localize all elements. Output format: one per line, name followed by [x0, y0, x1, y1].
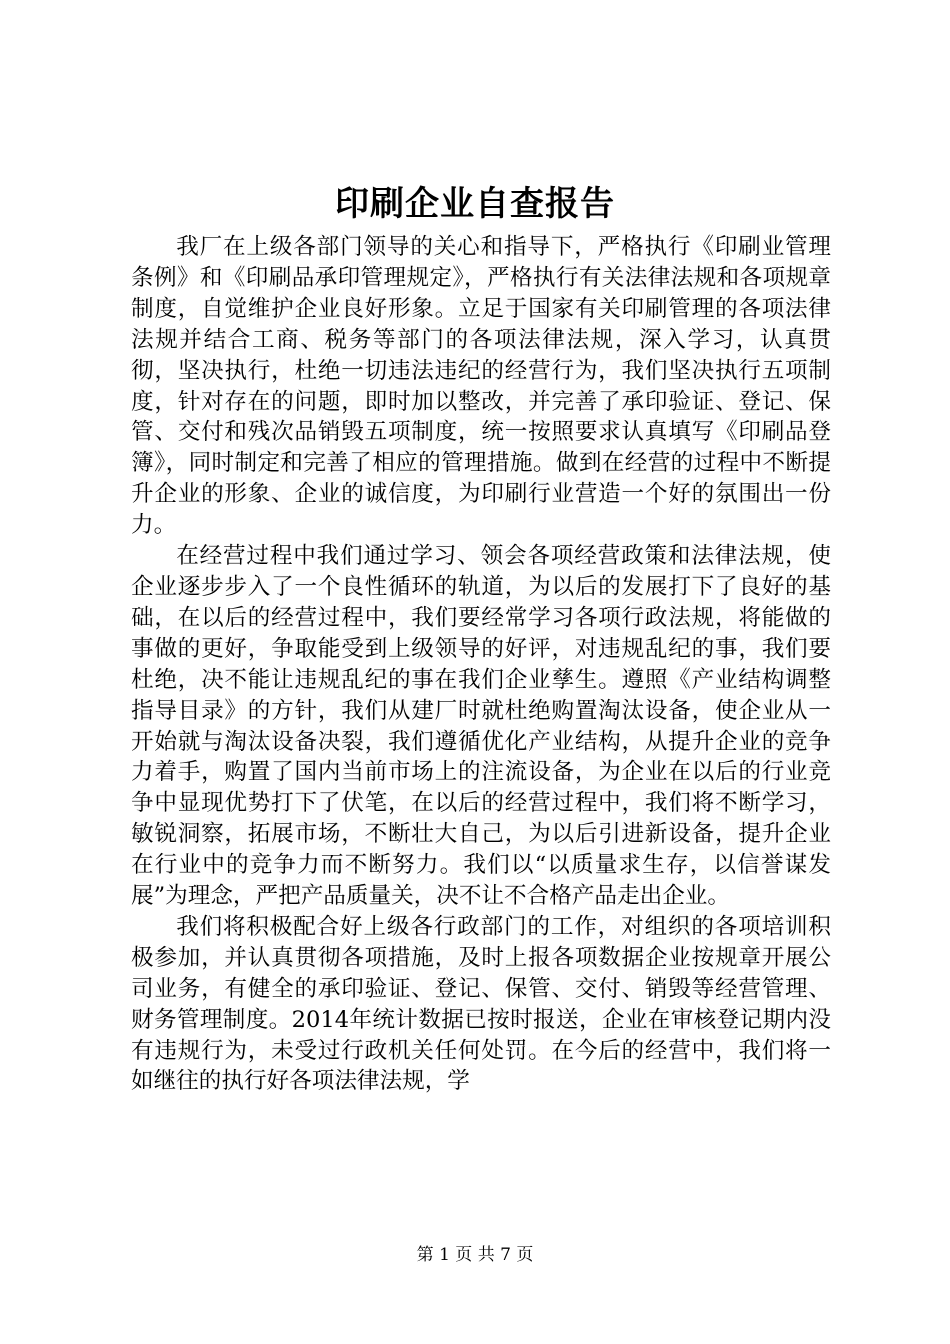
- page-number-footer: 第 1 页 共 7 页: [416, 1245, 534, 1265]
- paragraph-1: 我厂在上级各部门领导的关心和指导下，严格执行《印刷业管理条例》和《印刷品承印管理规定》，严格执行有关法律法规和各项规章制度，自觉维护企业良好形象。立足于国家有关印刷管理的各项法律法规并结合工商、税务等部门的各项法律法规，深入学习，认真贯彻，坚决执行，杜绝一切违法违纪的经营行为，我们坚决执行五项制度，针对存在的问题，即时加以整改，并完善了承印验证、登记、保管、交付和残次品销毁五项制度，统一按照要求认真填写《印刷品登簿》，同时制定和完善了相应的管理措施。做到在经营的过程中不断提升企业的形象、企业的诚信度，为印刷行业营造一个好的氛围出一份力。: [131, 234, 831, 539]
- document-title: 印刷企业自查报告: [335, 184, 615, 224]
- paragraph-2: 在经营过程中我们通过学习、领会各项经营政策和法律法规，使企业逐步步入了一个良性循环的轨道，为以后的发展打下了良好的基础，在以后的经营过程中，我们要经常学习各项行政法规，将能做的事做的更好，争取能受到上级领导的好评，对违规乱纪的事，我们要杜绝，决不能让违规乱纪的事在我们企业孳生。遵照《产业结构调整指导目录》的方针，我们从建厂时就杜绝购置淘汰设备，使企业从一开始就与淘汰设备决裂，我们遵循优化产业结构，从提升企业的竞争力着手，购置了国内当前市场上的注流设备，为企业在以后的行业竞争中显现优势打下了伏笔，在以后的经营过程中，我们将不断学习，敏锐洞察，拓展市场，不断壮大自己，为以后引进新设备，提升企业在行业中的竞争力而不断努力。我们以“以质量求生存，以信誉谋发展”为理念，严把产品质量关，决不让不合格产品走出企业。: [131, 543, 831, 910]
- document-body: [131, 232, 831, 1097]
- paragraph-3: 我们将积极配合好上级各行政部门的工作，对组织的各项培训积极参加，并认真贯彻各项措施，及时上报各项数据企业按规章开展公司业务，有健全的承印验证、登记、保管、交付、销毁等经营管理、财务管理制度。2014年统计数据已按时报送，企业在审核登记期内没有违规行为，未受过行政机关任何处罚。在今后的经营中，我们将一如继往的执行好各项法律法规，学: [131, 913, 831, 1095]
